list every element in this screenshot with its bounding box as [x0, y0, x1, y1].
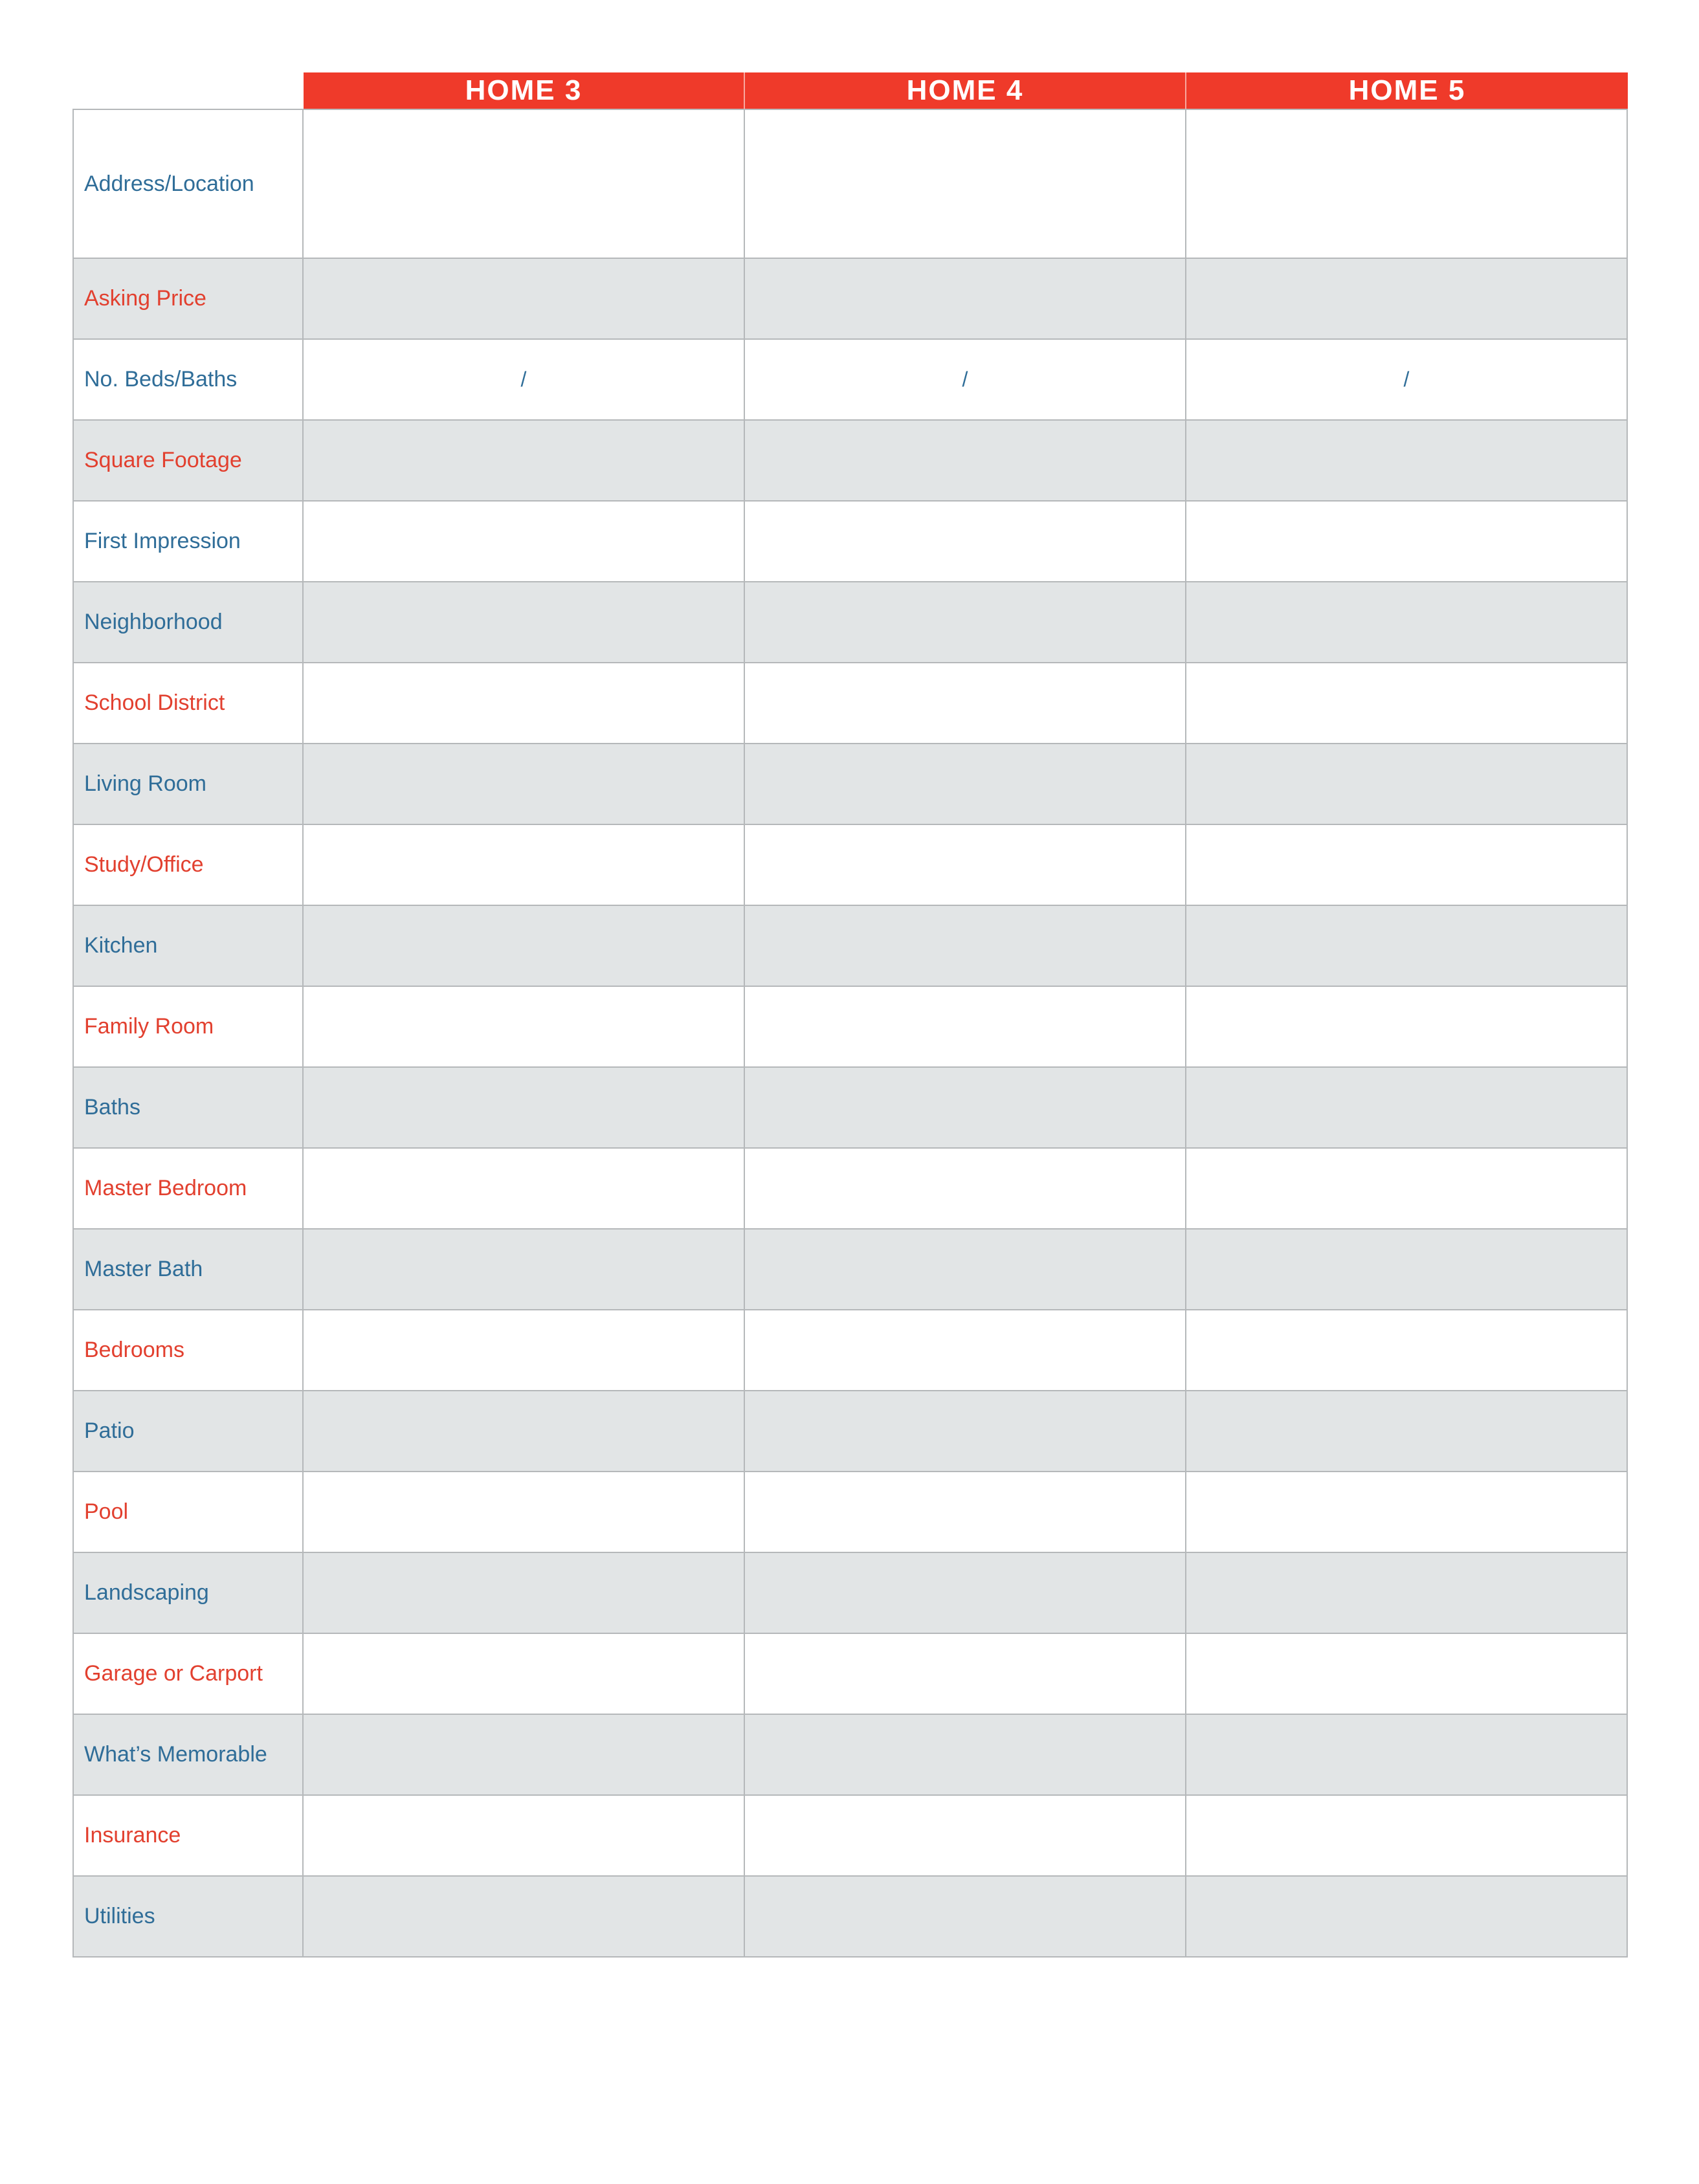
table-row	[74, 987, 1628, 1068]
row-label: First Impression	[74, 502, 304, 581]
home-4-cell[interactable]	[745, 744, 1186, 824]
home-5-cell[interactable]	[1186, 1553, 1628, 1633]
comparison-grid	[72, 109, 1628, 1958]
row-label: Square Footage	[74, 421, 304, 500]
home-5-cell[interactable]	[1186, 1391, 1628, 1471]
home-5-cell[interactable]	[1186, 1149, 1628, 1228]
table-row	[74, 502, 1628, 582]
home-4-cell[interactable]	[745, 582, 1186, 662]
home-5-cell[interactable]	[1186, 825, 1628, 905]
home-3-cell[interactable]	[304, 1634, 745, 1714]
home-4-cell[interactable]	[745, 663, 1186, 743]
home-5-cell[interactable]	[1186, 259, 1628, 338]
row-label: Study/Office	[74, 825, 304, 905]
table-row	[74, 1877, 1628, 1958]
home-4-cell[interactable]	[745, 825, 1186, 905]
home-5-cell[interactable]	[1186, 906, 1628, 986]
table-row	[74, 340, 1628, 421]
home-5-cell[interactable]	[1186, 1877, 1628, 1956]
home-5-header: HOME 5	[1186, 72, 1628, 109]
home-4-cell[interactable]	[745, 1553, 1186, 1633]
home-5-cell[interactable]	[1186, 582, 1628, 662]
home-3-cell[interactable]	[304, 1715, 745, 1794]
home-5-cell[interactable]	[1186, 421, 1628, 500]
home-3-cell[interactable]	[304, 1472, 745, 1552]
row-label: Landscaping	[74, 1553, 304, 1633]
row-label: What’s Memorable	[74, 1715, 304, 1794]
home-3-cell[interactable]	[304, 1391, 745, 1471]
home-3-cell[interactable]	[304, 421, 745, 500]
home-5-cell[interactable]	[1186, 1310, 1628, 1390]
home-4-cell[interactable]	[745, 1634, 1186, 1714]
home-5-cell[interactable]	[1186, 1068, 1628, 1147]
row-label: Asking Price	[74, 259, 304, 338]
row-label: Baths	[74, 1068, 304, 1147]
home-3-cell[interactable]	[304, 906, 745, 986]
home-4-cell[interactable]	[745, 987, 1186, 1066]
row-label: Neighborhood	[74, 582, 304, 662]
table-row	[74, 421, 1628, 502]
home-3-cell[interactable]: /	[304, 340, 745, 419]
home-4-cell[interactable]	[745, 1715, 1186, 1794]
table-row	[74, 259, 1628, 340]
home-5-cell[interactable]: /	[1186, 340, 1628, 419]
table-row	[74, 906, 1628, 987]
row-label: Address/Location	[74, 110, 304, 258]
home-5-cell[interactable]	[1186, 1472, 1628, 1552]
row-label: Utilities	[74, 1877, 304, 1956]
home-3-cell[interactable]	[304, 582, 745, 662]
row-label: Living Room	[74, 744, 304, 824]
table-row	[74, 1634, 1628, 1715]
table-row	[74, 1230, 1628, 1310]
table-row	[74, 744, 1628, 825]
home-5-cell[interactable]	[1186, 663, 1628, 743]
table-row	[74, 1796, 1628, 1877]
row-label: Garage or Carport	[74, 1634, 304, 1714]
header-row	[72, 72, 1628, 109]
home-4-cell[interactable]	[745, 1149, 1186, 1228]
home-3-header: HOME 3	[304, 72, 745, 109]
row-label: Master Bedroom	[74, 1149, 304, 1228]
home-4-cell[interactable]	[745, 1068, 1186, 1147]
table-row	[74, 582, 1628, 663]
home-3-cell[interactable]	[304, 259, 745, 338]
home-3-cell[interactable]	[304, 110, 745, 258]
home-4-cell[interactable]	[745, 502, 1186, 581]
home-4-header: HOME 4	[745, 72, 1186, 109]
row-label: Kitchen	[74, 906, 304, 986]
row-label: Patio	[74, 1391, 304, 1471]
table-row	[74, 1068, 1628, 1149]
home-5-cell[interactable]	[1186, 1634, 1628, 1714]
table-row	[74, 1310, 1628, 1391]
home-3-cell[interactable]	[304, 825, 745, 905]
table-row	[74, 1472, 1628, 1553]
home-4-cell[interactable]	[745, 421, 1186, 500]
home-4-cell[interactable]	[745, 1310, 1186, 1390]
table-row	[74, 1391, 1628, 1472]
table-row	[74, 1553, 1628, 1634]
row-label: Pool	[74, 1472, 304, 1552]
home-4-cell[interactable]	[745, 1796, 1186, 1875]
table-row	[74, 110, 1628, 259]
home-3-cell[interactable]	[304, 744, 745, 824]
home-3-cell[interactable]	[304, 1877, 745, 1956]
table-row	[74, 1149, 1628, 1230]
home-4-cell[interactable]	[745, 259, 1186, 338]
home-3-cell[interactable]	[304, 1068, 745, 1147]
home-comparison-sheet	[72, 72, 1628, 1958]
home-3-cell[interactable]	[304, 1230, 745, 1309]
home-3-cell[interactable]	[304, 1310, 745, 1390]
home-5-cell[interactable]	[1186, 987, 1628, 1066]
home-5-cell[interactable]	[1186, 110, 1628, 258]
row-label: Insurance	[74, 1796, 304, 1875]
row-label: No. Beds/Baths	[74, 340, 304, 419]
home-3-cell[interactable]	[304, 1149, 745, 1228]
home-4-cell[interactable]	[745, 1391, 1186, 1471]
row-label: Master Bath	[74, 1230, 304, 1309]
home-5-cell[interactable]	[1186, 1715, 1628, 1794]
row-label: Family Room	[74, 987, 304, 1066]
row-label: School District	[74, 663, 304, 743]
home-3-cell[interactable]	[304, 663, 745, 743]
home-3-cell[interactable]	[304, 1796, 745, 1875]
home-5-cell[interactable]	[1186, 502, 1628, 581]
home-4-cell[interactable]	[745, 906, 1186, 986]
home-3-cell[interactable]	[304, 987, 745, 1066]
row-label: Bedrooms	[74, 1310, 304, 1390]
home-4-cell[interactable]	[745, 1230, 1186, 1309]
table-row	[74, 1715, 1628, 1796]
home-4-cell[interactable]: /	[745, 340, 1186, 419]
home-4-cell[interactable]	[745, 1877, 1186, 1956]
table-row	[74, 663, 1628, 744]
home-5-cell[interactable]	[1186, 744, 1628, 824]
home-3-cell[interactable]	[304, 1553, 745, 1633]
home-3-cell[interactable]	[304, 502, 745, 581]
home-5-cell[interactable]	[1186, 1230, 1628, 1309]
header-spacer	[72, 72, 304, 109]
home-4-cell[interactable]	[745, 1472, 1186, 1552]
home-5-cell[interactable]	[1186, 1796, 1628, 1875]
home-4-cell[interactable]	[745, 110, 1186, 258]
table-row	[74, 825, 1628, 906]
